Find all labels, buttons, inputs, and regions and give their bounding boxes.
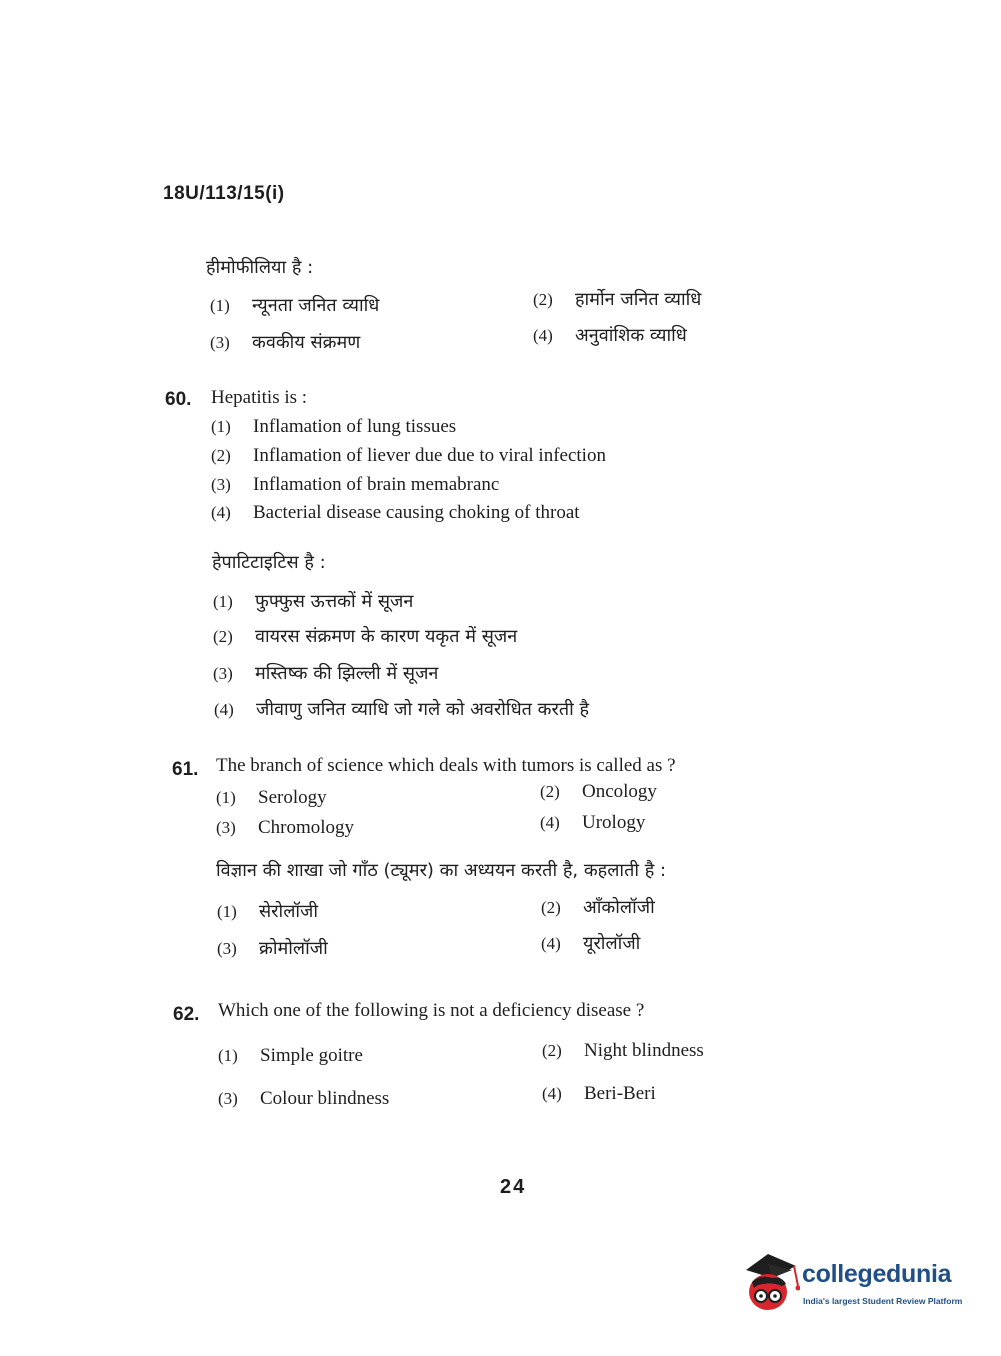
q62-option-1-num: (1) xyxy=(218,1046,238,1065)
q60-hindi-option-3 xyxy=(213,661,438,685)
q59-option-2 xyxy=(533,287,701,311)
q61-option-1-text: Serology xyxy=(258,787,327,808)
q61-hindi-option-4 xyxy=(541,931,640,955)
q59-option-1 xyxy=(210,293,379,317)
q60-option-1-text: Inflamation of lung tissues xyxy=(253,416,457,437)
q62-option-2-num: (2) xyxy=(542,1041,562,1060)
q61-hindi-option-1-num: (1) xyxy=(217,902,237,921)
q60-option-4-num: (4) xyxy=(211,503,231,522)
q60-option-1 xyxy=(211,416,456,438)
q60-hindi-option-4 xyxy=(214,697,589,721)
q61-hindi-option-3-num: (3) xyxy=(217,939,237,958)
mascot-icon xyxy=(742,1252,800,1316)
q60-option-3-text: Inflamation of brain memabranc xyxy=(253,474,500,495)
q59-option-1-num: (1) xyxy=(210,296,230,315)
q62-option-1 xyxy=(218,1045,363,1067)
q61-option-2-num: (2) xyxy=(540,782,560,801)
q59-option-4 xyxy=(533,323,687,347)
q59-option-3-num: (3) xyxy=(210,333,230,352)
q60-hindi-option-1 xyxy=(213,589,413,613)
q61-option-3 xyxy=(216,817,354,839)
q61-stem: The branch of science which deals with tumors is called as ? xyxy=(216,755,676,776)
paper-code: 18U/113/15(i) xyxy=(163,183,285,204)
q60-option-2 xyxy=(211,445,606,467)
q60-hindi-option-4-num: (4) xyxy=(214,700,234,719)
q60-number: 60. xyxy=(165,389,192,410)
q61-hindi-option-1-text: सेरोलॉजी xyxy=(259,901,319,922)
q60-option-4-text: Bacterial disease causing choking of throat xyxy=(253,502,580,523)
q62-option-1-text: Simple goitre xyxy=(260,1045,363,1066)
q60-hindi-option-1-text: फुफ्फुस ऊत्तकों में सूजन xyxy=(255,591,414,612)
q60-hindi-option-3-text: मस्तिष्क की झिल्ली में सूजन xyxy=(255,663,439,684)
q60-option-3 xyxy=(211,474,499,496)
q62-number: 62. xyxy=(173,1004,200,1025)
q61-hindi-option-1 xyxy=(217,899,318,923)
q61-option-4-text: Urology xyxy=(582,812,646,833)
q61-number: 61. xyxy=(172,759,199,780)
q59-option-1-text: न्यूनता जनित व्याधि xyxy=(252,295,380,316)
q60-hindi-option-2 xyxy=(213,624,517,648)
q60-hindi-option-4-text: जीवाणु जनित व्याधि जो गले को अवरोधित करती है xyxy=(256,699,590,720)
q61-option-1-num: (1) xyxy=(216,788,236,807)
q60-stem: Hepatitis is : xyxy=(211,387,308,408)
q60-hindi-option-3-num: (3) xyxy=(213,664,233,683)
q62-option-2 xyxy=(542,1040,704,1062)
q62-option-3-text: Colour blindness xyxy=(260,1088,390,1109)
q60-hindi-stem: हेपाटिटाइटिस है : xyxy=(212,552,326,573)
q61-hindi-option-2 xyxy=(541,895,655,919)
q62-option-3 xyxy=(218,1088,389,1110)
q59-option-3 xyxy=(210,330,360,354)
q61-option-3-text: Chromology xyxy=(258,817,355,838)
q59-option-2-num: (2) xyxy=(533,290,553,309)
q60-option-3-num: (3) xyxy=(211,475,231,494)
q60-option-2-num: (2) xyxy=(211,446,231,465)
q61-hindi-option-2-num: (2) xyxy=(541,898,561,917)
q59-option-2-text: हार्मोन जनित व्याधि xyxy=(575,289,702,310)
q61-option-1 xyxy=(216,787,327,809)
q62-option-4-num: (4) xyxy=(542,1084,562,1103)
q62-option-2-text: Night blindness xyxy=(584,1040,704,1061)
q60-option-4 xyxy=(211,502,580,524)
q61-option-3-num: (3) xyxy=(216,818,236,837)
q61-option-4-num: (4) xyxy=(540,813,560,832)
q62-option-4 xyxy=(542,1083,656,1105)
q60-hindi-option-1-num: (1) xyxy=(213,592,233,611)
q61-hindi-option-3 xyxy=(217,936,328,960)
page-number: 24 xyxy=(500,1176,527,1198)
q60-option-1-num: (1) xyxy=(211,417,231,436)
logo-tagline: India's largest Student Review Platform xyxy=(803,1296,963,1306)
q61-hindi-option-4-text: यूरोलॉजी xyxy=(583,933,641,954)
q60-hindi-option-2-text: वायरस संक्रमण के कारण यकृत में सूजन xyxy=(255,626,518,647)
q61-option-2-text: Oncology xyxy=(582,781,657,802)
q59-hindi-stem: हीमोफीलिया है : xyxy=(206,257,314,278)
q61-option-4 xyxy=(540,812,645,834)
q59-option-3-text: कवकीय संक्रमण xyxy=(252,332,361,353)
q61-hindi-stem: विज्ञान की शाखा जो गाँठ (ट्यूमर) का अध्ययन करती है, कहलाती है : xyxy=(216,860,667,881)
q60-hindi-option-2-num: (2) xyxy=(213,627,233,646)
q62-stem: Which one of the following is not a deficiency disease ? xyxy=(218,1000,645,1021)
q62-option-3-num: (3) xyxy=(218,1089,238,1108)
q59-option-4-text: अनुवांशिक व्याधि xyxy=(575,325,687,346)
q61-hindi-option-2-text: ऑंकोलॉजी xyxy=(583,897,655,918)
q60-option-2-text: Inflamation of liever due due to viral infection xyxy=(253,445,606,466)
logo-name: collegedunia xyxy=(802,1260,952,1288)
q62-option-4-text: Beri-Beri xyxy=(584,1083,656,1104)
q61-hindi-option-4-num: (4) xyxy=(541,934,561,953)
q61-hindi-option-3-text: क्रोमोलॉजी xyxy=(259,938,328,959)
collegedunia-logo xyxy=(742,1252,972,1316)
q59-option-4-num: (4) xyxy=(533,326,553,345)
q61-option-2 xyxy=(540,781,657,803)
